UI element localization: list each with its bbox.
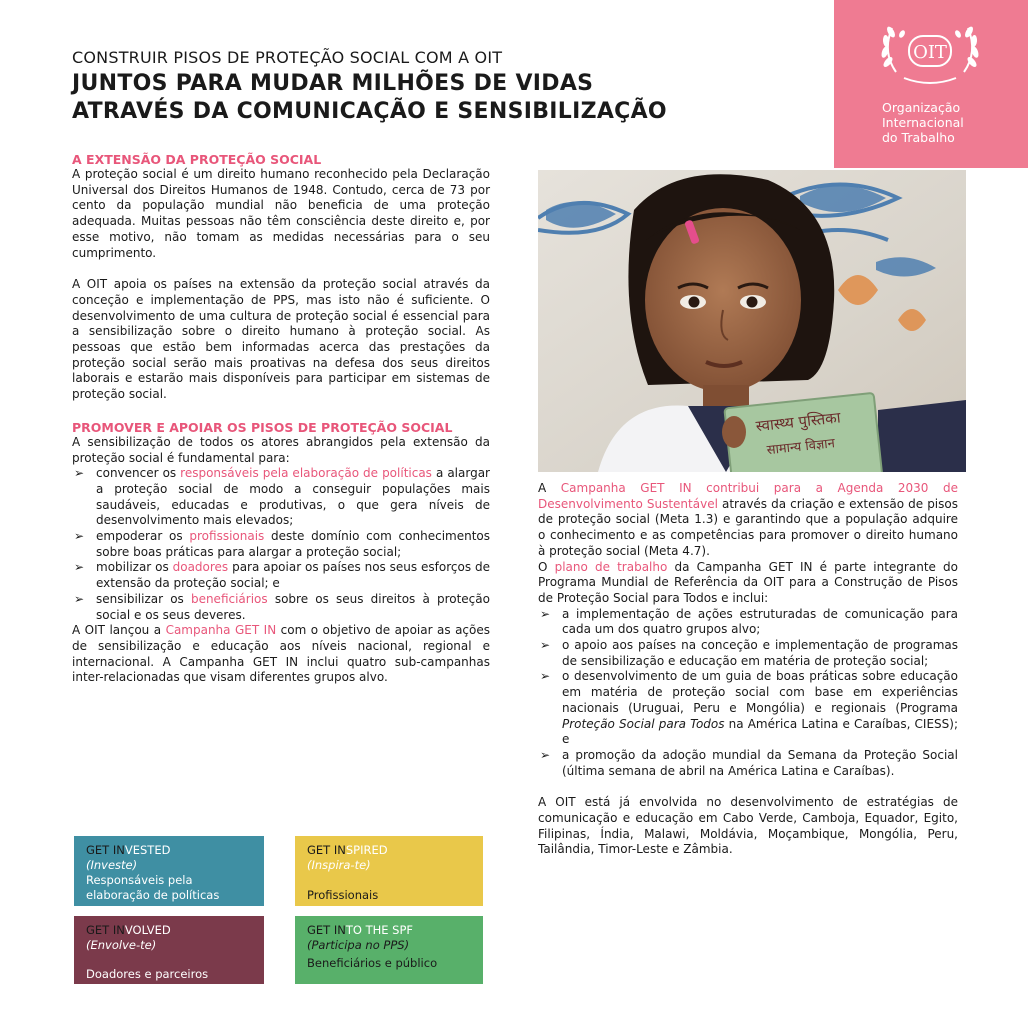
box-title-suffix: TO THE SPF [345,923,414,937]
campaign-box-invested [74,836,264,906]
link-beneficiaries[interactable]: beneficiários [190,591,268,606]
box-title [307,843,471,858]
arrow-bullet-icon: ➢ [74,529,85,544]
arrow-bullet-icon: ➢ [74,560,85,575]
bullet-text: o desenvolvimento de um guia de boas práticas sobre educação em matéria de proteção social com base em experiências nacionais (Uruguai, Peru e Mongólia) e regionais (Programa [562,669,958,715]
campaign-box-inspired [295,836,483,906]
arrow-bullet-icon: ➢ [540,638,551,653]
bullet-italic-text: Proteção Social para Todos [562,716,725,731]
list-item [538,669,958,748]
list-item [538,748,958,779]
box-title-prefix: GET IN [86,843,125,857]
paragraph: A OIT está já envolvida no desenvolvimento de estratégias de comunicação e educação em Cabo Verde, Camboja, Equador, Egito, Filipinas, Índia, Malawi, Moldávia, Moçambique, Mongólia, Peru, Tailândia, Timor-Leste e Zâmbia. [538,795,958,857]
link-policy-makers[interactable]: responsáveis pela elaboração de políticas [180,466,432,481]
emblem-text: OIT [913,42,947,63]
list-item [538,607,958,638]
paragraph [72,623,490,686]
box-title-suffix: SPIRED [345,843,388,857]
list-item [72,466,490,529]
left-column [72,152,490,686]
box-title-suffix: VESTED [124,843,171,857]
header-kicker: CONSTRUIR PISOS DE PROTEÇÃO SOCIAL COM A OIT [72,48,503,67]
campaign-box-into-spf [295,916,483,984]
logo-line-3: do Trabalho [882,130,955,145]
bullet-text: sobre os seus direitos à proteção social e os seus deveres. [96,591,490,622]
paragraph-text: através da criação e extensão de pisos de proteção social (Meta 1.3) e garantindo que a população adquire o conhecimento e as competências para promover o direito humano à proteção social (Meta 4.7). [538,496,958,558]
photo-girl-with-book [538,170,966,472]
paragraph-text: com o objetivo de apoiar as ações de sensibilização e educação aos níveis nacional, regional e internacional. A Campanha GET IN inclui quatro sub-campanhas inter-relacionadas que visam diferentes grupos alvo. [72,623,490,685]
box-title [307,923,471,938]
box-title-suffix: VOLVED [124,923,171,937]
box-title [86,843,252,858]
link-agenda-2030[interactable]: Campanha GET IN contribui para a Agenda 2030 de Desenvolvimento Sustentável [538,481,958,511]
photo-illustration [538,170,966,472]
box-subtitle: (Investe) [86,858,138,872]
box-title [86,923,252,938]
arrow-bullet-icon: ➢ [540,606,551,621]
bullet-text: o apoio aos países na conceção e implementação de programas de sensibilização e educação em matéria de proteção social; [562,638,958,668]
box-title-prefix: GET IN [307,843,346,857]
box-description: Profissionais [307,888,379,902]
bullet-text: deste domínio com conhecimentos sobre boas práticas para alargar a proteção social; [96,529,490,559]
title-line-2: ATRAVÉS DA COMUNICAÇÃO E SENSIBILIZAÇÃO [72,99,667,124]
logo-line-2: Internacional [882,115,964,130]
paragraph [538,560,958,607]
list-item [72,560,490,591]
bullet-text: a implementação de ações estruturadas de comunicação para cada um dos quatro grupos alvo; [562,606,958,637]
box-title-prefix: GET IN [86,923,125,937]
box-title-prefix: GET IN [307,923,346,937]
list-item [72,592,490,623]
paragraph-text: A OIT lançou a [72,623,166,638]
right-column [538,481,958,858]
ilo-emblem-icon [874,12,986,90]
bullet-text: convencer os [96,466,181,481]
list-item [538,638,958,669]
book-title-text: स्वास्थ्य पुस्तिका [754,408,842,436]
bullet-text: mobilizar os [96,560,173,575]
paragraph: A proteção social é um direito humano reconhecido pela Declaração Universal dos Direitos Humanos de 1948. Contudo, cerca de 73 por cento da população mundial não beneficia de uma proteção adequada. Muitas pessoas não têm consciência deste direito e, por esse motivo, não tomam as medidas necessárias para o seu cumprimento. [72,167,490,260]
section-heading-promote: PROMOVER E APOIAR OS PISOS DE PROTEÇÃO SOCIAL [72,419,453,435]
paragraph: A OIT apoia os países na extensão da proteção social através da conceção e implementação de PPS, mas isto não é suficiente. O desenvolvimento de uma cultura de proteção social é essencial para a sensibilização sobre o direito humano à proteção social. As pessoas que estão bem informadas acerca das prestações da proteção social serão mais proativas na defesa dos seus direitos laborais e estarão mais disponíveis para participar em sistemas de proteção social. [72,277,490,402]
list-item [72,529,490,560]
paragraph: A sensibilização de todos os atores abrangidos pela extensão da proteção social é fundamental para: [72,434,490,465]
bullet-text: empoderar os [96,529,190,544]
link-donors[interactable]: doadores [172,560,229,575]
arrow-bullet-icon: ➢ [74,466,85,481]
arrow-bullet-icon: ➢ [540,669,551,684]
page-title [72,70,667,126]
box-description: Beneficiários e público [307,956,438,970]
link-get-in-campaign[interactable]: Campanha GET IN [165,623,277,638]
logo-org-name [882,100,964,145]
title-line-1: JUNTOS PARA MUDAR MILHÕES DE VIDAS [72,71,594,96]
paragraph [538,481,958,560]
section-heading-extension: A EXTENSÃO DA PROTEÇÃO SOCIAL [72,152,322,167]
arrow-bullet-icon: ➢ [540,747,551,762]
bullet-text: a promoção da adoção mundial da Semana da Proteção Social (última semana de abril na América Latina e Caraíbas). [562,747,958,778]
box-subtitle: (Envolve-te) [86,938,157,952]
bullet-text: a alargar a proteção social de modo a conseguir populações mais saudáveis, educadas e produtivas, o que gera níveis de desenvolvimento mais elevados; [96,466,490,528]
box-subtitle: (Participa no PPS) [307,938,410,952]
bullet-list [72,466,490,623]
paragraph-text: da Campanha GET IN é parte integrante do Programa Mundial de Referência da OIT para a Construção de Pisos de Proteção Social para Todos e inclui: [538,559,958,605]
bullet-text: para apoiar os países nos seus esforços de extensão da proteção social; e [96,560,490,591]
logo-line-1: Organização [882,100,961,115]
bullet-text: sensibilizar os [96,591,191,606]
link-work-plan[interactable]: plano de trabalho [554,559,668,574]
paragraph-text: A [538,481,561,495]
bullet-text: na América Latina e Caraíbas, CIESS); e [562,716,958,747]
arrow-bullet-icon: ➢ [74,591,85,606]
link-professionals[interactable]: profissionais [189,529,265,544]
paragraph-text: O [538,559,555,574]
campaign-box-involved [74,916,264,984]
box-description: Doadores e parceiros [86,967,209,981]
book-subtitle-text: सामान्य विज्ञान [766,436,836,459]
box-subtitle: (Inspira-te) [307,858,371,872]
box-description: Responsáveis pela elaboração de políticas [86,873,220,902]
bullet-list [538,607,958,780]
